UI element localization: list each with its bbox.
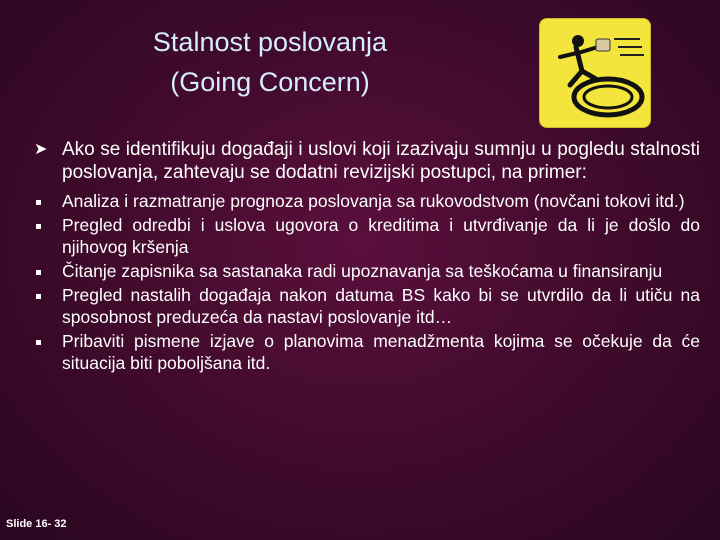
list-item-text: Pribaviti pismene izjave o planovima menadžmenta kojima se očekuje da će situacija biti poboljšana itd. — [62, 331, 700, 373]
list-item — [34, 330, 700, 374]
square-bullet-icon — [36, 200, 41, 205]
square-bullet-icon — [36, 270, 41, 275]
list-item — [34, 214, 700, 258]
slide-title — [60, 22, 480, 102]
square-bullet-icon — [36, 294, 41, 299]
slide-body — [34, 138, 700, 376]
lead-text: Ako se identifikuju događaji i uslovi koji izazivaju sumnju u pogledu stalnosti poslovanja, zahtevaju se dodatni revizijski postupci, na primer: — [62, 139, 700, 183]
lead-paragraph — [34, 138, 700, 184]
procedure-list — [34, 190, 700, 374]
slide-title-line1: Stalnost poslovanja — [152, 27, 388, 57]
list-item-text: Čitanje zapisnika sa sastanaka radi upoznavanja sa teškoćama u finansiranju — [62, 261, 663, 281]
list-item — [34, 190, 700, 212]
list-item-text: Analiza i razmatranje prognoza poslovanja sa rukovodstvom (novčani tokovi itd.) — [62, 191, 685, 211]
list-item — [34, 260, 700, 282]
slide-title-line2: (Going Concern) — [170, 67, 370, 97]
list-item-text: Pregled odredbi i uslova ugovora o kreditima i utvrđivanje da li je došlo do njihovog kršenja — [62, 215, 700, 257]
list-item — [34, 284, 700, 328]
slide-number: Slide 16- 32 — [6, 518, 67, 530]
arrow-bullet-icon: ➤ — [34, 141, 48, 158]
person-with-disc-icon — [539, 18, 651, 128]
square-bullet-icon — [36, 340, 41, 345]
square-bullet-icon — [36, 224, 41, 229]
list-item-text: Pregled nastalih događaja nakon datuma BS kako bi se utvrdilo da li utiču na sposobnost preduzeća da nastavi poslovanje itd… — [62, 285, 700, 327]
